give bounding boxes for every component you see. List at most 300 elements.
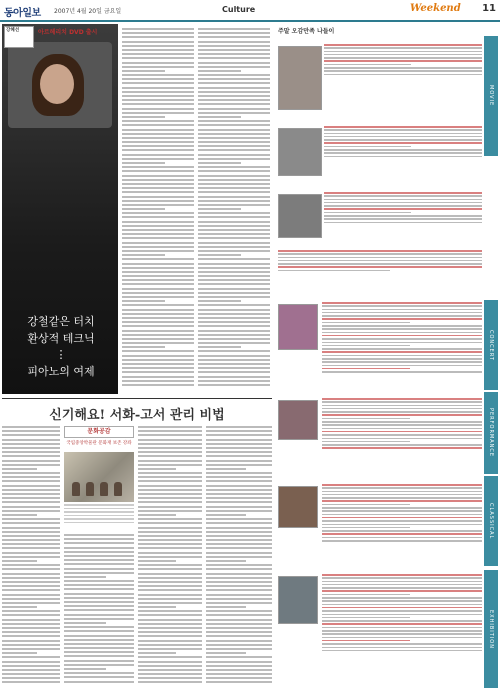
text-line (324, 60, 482, 62)
text-line (138, 522, 202, 524)
text-line (122, 346, 165, 348)
text-line (2, 585, 60, 587)
text-line (2, 485, 60, 487)
text-line (64, 597, 134, 599)
text-line (138, 573, 202, 575)
text-line (122, 49, 194, 51)
text-line (198, 145, 270, 147)
kicker-box: 문화공감 (64, 426, 134, 438)
text-line (206, 656, 272, 658)
workshop-photo (64, 452, 134, 502)
text-line (2, 455, 60, 457)
text-line (138, 627, 202, 629)
text-line (138, 635, 202, 637)
text-line (198, 149, 270, 151)
page-number: 11 (482, 3, 496, 14)
text-line (322, 438, 482, 440)
text-line (64, 681, 134, 683)
text-line (2, 627, 60, 629)
text-line (2, 522, 60, 524)
text-line (198, 330, 270, 332)
dateline: 2007년 4월 20일 금요일 (54, 8, 122, 15)
text-line (2, 665, 60, 667)
text-line (2, 539, 60, 541)
text-line (198, 283, 270, 285)
text-line (64, 622, 106, 624)
text-line (198, 267, 270, 269)
text-line (122, 200, 194, 202)
text-line (322, 617, 410, 619)
text-line (122, 254, 165, 256)
text-line (2, 560, 37, 562)
text-line (206, 472, 272, 474)
text-line (324, 64, 411, 66)
text-line (122, 300, 165, 302)
text-line (198, 216, 270, 218)
text-line (2, 556, 60, 558)
text-line (206, 669, 272, 671)
feature-col-1 (122, 28, 194, 394)
text-line (138, 610, 202, 612)
text-line (122, 371, 194, 373)
text-line (198, 36, 270, 38)
text-line (2, 581, 60, 583)
text-line (2, 577, 60, 579)
text-line (198, 32, 270, 34)
text-line (198, 300, 241, 302)
text-line (138, 594, 202, 596)
text-line (198, 82, 270, 84)
text-line (198, 371, 270, 373)
text-line (138, 623, 202, 625)
text-line (322, 312, 482, 314)
text-line (322, 441, 410, 443)
text-line (64, 515, 134, 517)
text-line (206, 434, 272, 436)
text-line (324, 152, 482, 154)
mid-col-1 (2, 426, 60, 688)
text-line (138, 556, 202, 558)
performance-thumbnail (278, 400, 318, 440)
text-line (2, 535, 60, 537)
category-concert: CONCERT (484, 300, 498, 390)
text-line (322, 637, 482, 639)
text-line (64, 504, 134, 506)
category-performance: PERFORMANCE (484, 392, 498, 474)
text-line (322, 322, 410, 324)
text-line (198, 175, 270, 177)
text-line (324, 54, 482, 56)
text-line (198, 196, 270, 198)
text-line (206, 589, 272, 591)
text-line (206, 610, 272, 612)
text-line (198, 254, 241, 256)
listing-block (324, 44, 482, 77)
text-line (2, 501, 60, 503)
text-line (206, 673, 272, 675)
listing-block (324, 192, 482, 225)
text-line (198, 292, 270, 294)
text-line (2, 635, 60, 637)
text-line (198, 116, 241, 118)
text-line (322, 365, 482, 367)
text-line (122, 74, 194, 76)
text-line (122, 212, 194, 214)
text-line (322, 414, 482, 416)
text-line (2, 506, 60, 508)
text-line (322, 524, 482, 526)
text-line (198, 45, 270, 47)
text-line (122, 82, 194, 84)
text-line (198, 309, 270, 311)
text-line (122, 87, 194, 89)
text-line (324, 208, 482, 210)
text-line (122, 309, 194, 311)
text-line (206, 510, 272, 512)
category-classical: CLASSICAL (484, 476, 498, 566)
text-line (2, 602, 60, 604)
text-line (122, 367, 194, 369)
text-line (138, 669, 202, 671)
text-line (138, 472, 202, 474)
text-line (206, 681, 272, 683)
text-line (138, 501, 202, 503)
text-line (322, 315, 482, 317)
text-line (2, 434, 60, 436)
text-line (278, 250, 482, 252)
text-line (64, 651, 134, 653)
text-line (64, 542, 134, 544)
text-line (198, 376, 270, 378)
text-line (64, 522, 134, 524)
text-line (122, 263, 194, 265)
text-line (64, 593, 134, 595)
text-line (198, 204, 270, 206)
text-line (2, 681, 60, 683)
text-line (206, 552, 272, 554)
text-line (138, 648, 202, 650)
text-line (122, 304, 194, 306)
text-line (2, 564, 60, 566)
text-line (198, 70, 241, 72)
text-line (322, 527, 410, 529)
text-line (138, 480, 202, 482)
text-line (322, 371, 482, 373)
feature-col-2 (198, 28, 270, 394)
text-line (324, 199, 482, 201)
text-line (122, 32, 194, 34)
text-line (198, 141, 270, 143)
text-line (138, 510, 202, 512)
text-line (138, 531, 202, 533)
text-line (322, 398, 482, 400)
text-line (138, 589, 202, 591)
text-line (206, 564, 272, 566)
feature-body (122, 28, 272, 394)
classical-thumbnail (278, 486, 318, 528)
text-line (122, 175, 194, 177)
text-line (122, 216, 194, 218)
text-line (64, 580, 134, 582)
text-line (138, 539, 202, 541)
text-line (122, 129, 194, 131)
text-line (138, 673, 202, 675)
text-line (2, 460, 60, 462)
text-line (198, 242, 270, 244)
text-line (122, 120, 194, 122)
text-line (198, 229, 270, 231)
text-line (198, 57, 270, 59)
text-line (322, 335, 482, 337)
text-line (64, 668, 106, 670)
text-line (198, 162, 241, 164)
text-line (322, 368, 410, 370)
text-line (2, 451, 60, 453)
name-tag: 강혜선 (4, 26, 34, 48)
text-line (206, 568, 272, 570)
text-line (138, 652, 176, 654)
text-line (322, 345, 410, 347)
text-line (206, 493, 272, 495)
text-line (322, 604, 482, 606)
text-line (198, 296, 270, 298)
text-line (2, 464, 60, 466)
text-line (198, 95, 270, 97)
text-line (198, 342, 270, 344)
text-line (324, 51, 482, 53)
text-line (122, 288, 194, 290)
text-line (2, 589, 60, 591)
text-line (122, 62, 194, 64)
text-line (138, 581, 202, 583)
text-line (206, 535, 272, 537)
text-line (278, 257, 482, 259)
text-line (122, 350, 194, 352)
text-line (206, 665, 272, 667)
text-line (64, 538, 134, 540)
text-line (198, 124, 270, 126)
text-line (206, 451, 272, 453)
text-line (198, 355, 270, 357)
text-line (64, 508, 134, 510)
text-line (324, 74, 482, 76)
text-line (122, 103, 194, 105)
text-line (138, 493, 202, 495)
text-line (64, 643, 134, 645)
text-line (206, 556, 272, 558)
text-line (198, 334, 270, 336)
text-line (138, 656, 202, 658)
text-line (138, 661, 202, 663)
listing-block (322, 574, 482, 653)
text-line (198, 133, 270, 135)
text-line (322, 361, 482, 363)
text-line (322, 484, 482, 486)
text-line (138, 506, 202, 508)
text-line (206, 447, 272, 449)
text-line (2, 623, 60, 625)
text-line (198, 179, 270, 181)
text-line (278, 253, 482, 255)
text-line (2, 652, 37, 654)
kicker-subtitle: 국립중앙박물관 문화재 보존 강좌 (66, 441, 132, 446)
text-line (206, 468, 246, 470)
text-line (198, 237, 270, 239)
newspaper-logo: 동아일보 (4, 8, 41, 19)
text-line (322, 431, 482, 433)
text-line (64, 601, 134, 603)
text-line (138, 451, 202, 453)
text-line (198, 120, 270, 122)
mid-headline: 신기해요! 서화-고서 관리 비법 (49, 408, 225, 423)
text-line (278, 270, 390, 272)
text-line (324, 202, 482, 204)
text-line (122, 221, 194, 223)
text-line (122, 317, 194, 319)
text-line (206, 623, 272, 625)
text-line (64, 609, 134, 611)
text-line (324, 67, 482, 69)
text-line (198, 258, 270, 260)
text-line (198, 380, 270, 382)
text-line (122, 91, 194, 93)
text-line (64, 555, 134, 557)
text-line (122, 267, 194, 269)
text-line (206, 581, 272, 583)
text-line (322, 647, 482, 649)
text-line (122, 258, 194, 260)
text-line (122, 196, 194, 198)
text-line (322, 434, 482, 436)
text-line (122, 149, 194, 151)
text-line (206, 560, 246, 562)
text-line (322, 640, 410, 642)
text-line (138, 547, 202, 549)
text-line (206, 522, 272, 524)
text-line (198, 41, 270, 43)
text-line (2, 443, 60, 445)
text-line (322, 405, 482, 407)
text-line (322, 348, 482, 350)
text-line (322, 305, 482, 307)
text-line (324, 215, 482, 217)
text-line (2, 547, 60, 549)
text-line (2, 514, 37, 516)
text-line (322, 494, 482, 496)
text-line (2, 568, 60, 570)
text-line (322, 309, 482, 311)
text-line (122, 99, 194, 101)
text-line (322, 540, 482, 542)
text-line (122, 183, 194, 185)
text-line (322, 424, 482, 426)
text-line (206, 648, 272, 650)
text-line (138, 585, 202, 587)
text-line (198, 317, 270, 319)
text-line (198, 367, 270, 369)
text-line (138, 644, 202, 646)
text-line (64, 559, 134, 561)
text-line (198, 271, 270, 273)
text-line (138, 640, 202, 642)
text-line (122, 95, 194, 97)
text-line (198, 363, 270, 365)
text-line (322, 447, 482, 449)
text-line (198, 62, 270, 64)
text-line (122, 154, 194, 156)
text-line (206, 539, 272, 541)
text-line (2, 510, 60, 512)
text-line (138, 447, 202, 449)
text-line (322, 650, 482, 652)
text-line (2, 606, 37, 608)
text-line (322, 530, 482, 532)
text-line (2, 648, 60, 650)
text-line (324, 129, 482, 131)
text-line (322, 584, 482, 586)
text-line (64, 664, 134, 666)
text-line (198, 108, 270, 110)
text-line (122, 296, 194, 298)
text-line (122, 41, 194, 43)
text-line (122, 78, 194, 80)
text-line (322, 537, 482, 539)
text-line (324, 195, 482, 197)
text-line (198, 91, 270, 93)
text-line (206, 627, 272, 629)
text-line (198, 338, 270, 340)
text-line (138, 665, 202, 667)
text-line (322, 600, 482, 602)
text-line (2, 447, 60, 449)
text-line (198, 154, 270, 156)
text-line (122, 66, 194, 68)
text-line (2, 677, 60, 679)
text-line (2, 610, 60, 612)
text-line (2, 518, 60, 520)
text-line (322, 325, 482, 327)
text-line (2, 598, 60, 600)
photo-caption (64, 504, 134, 530)
text-line (122, 225, 194, 227)
text-line (206, 661, 272, 663)
text-line (322, 633, 482, 635)
text-line (206, 594, 272, 596)
text-line (122, 376, 194, 378)
text-line (2, 673, 60, 675)
text-line (2, 476, 60, 478)
text-line (122, 275, 194, 277)
text-line (2, 531, 60, 533)
text-line (122, 237, 194, 239)
text-line (206, 606, 246, 608)
text-line (122, 28, 194, 30)
text-line (122, 246, 194, 248)
text-line (324, 146, 411, 148)
text-line (64, 534, 134, 536)
text-line (206, 577, 272, 579)
text-line (278, 263, 482, 265)
text-line (206, 439, 272, 441)
text-line (322, 318, 482, 320)
text-line (198, 170, 270, 172)
text-line (122, 112, 194, 114)
text-line (138, 426, 202, 428)
text-line (64, 655, 134, 657)
text-line (198, 275, 270, 277)
text-line (322, 610, 482, 612)
text-line (206, 677, 272, 679)
